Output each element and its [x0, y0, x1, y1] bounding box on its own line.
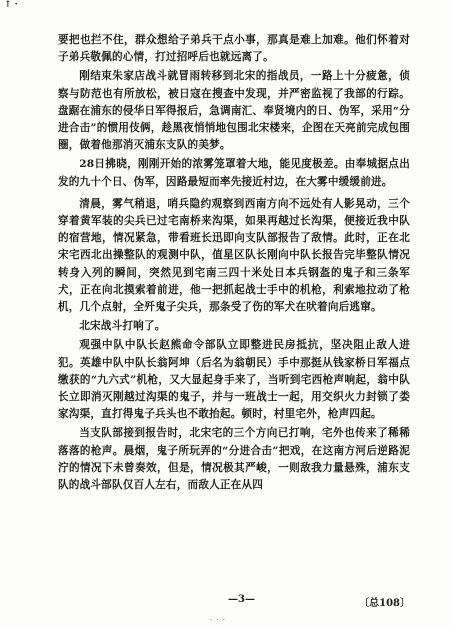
bottom-mark: · · ·	[210, 616, 227, 624]
body-text	[58, 32, 410, 496]
paragraph-5: 北宋战斗打响了。	[79, 320, 166, 333]
paragraph-6: 观强中队中队长赵熊命令部队立即整进民房抵抗，坚决阻止敌人进犯。英雄中队中队长翁阿坤（后名为翁朝民）手中那挺从钱家桥日军福点缴获的“九六式”机枪，又大显起身手来了，当听到宅西枪声响起，翁中队长立即消灭刚越过沟渠的鬼子，并与一班战士一起，用交织火力封锁了娄家沟渠，直打得鬼子兵头也不敢抬起。顿时，村里宅外，枪声四起。	[58, 339, 410, 421]
paragraph-4: 清晨，雾气稍退，哨兵隐约观察到西南方向不远处有人影晃动，三个穿着黄军装的尖兵已过宅南桥来沟渠，如果再越过长沟渠，便接近我中队的宿营地，情况紧急，带看班长迅即向支队部报告了敌情。此时，正在北宋宅西北出操整队的观测中队，值星区队长刚向中队长报告完毕整队情况转身入列的瞬间，突然见到宅南三四十米处日本兵钢盔的鬼子和三条军犬，正在向北摸索着前进，他一把抓起战士手中的机枪，利索地拉动了枪机，几个点射，全歼鬼子尖兵，那条受了伤的军犬在吠着向后逃窜。	[58, 197, 410, 314]
paragraph-1: 要把也拦不住，群众想给子弟兵干点小事，那真是难上加难。他们怀着对子弟兵敬佩的心情，打过招呼后也就远离了。	[58, 34, 410, 64]
page-footer	[58, 594, 410, 610]
total-page-number: 〔总108〕	[359, 598, 410, 609]
paragraph-7: 当支队部接到报告时，北宋宅的三个方向已打响，宅外也传来了稀稀落落的枪声。晨烟，鬼子所玩弄的“分进合击”把戏，在这南方河后逆路泥泞的情况下未曾奏效，但是，情况极其严峻，一则敌我力量悬殊，浦东支队的战斗部队仅百人左右，而敌人正在从四	[58, 427, 410, 492]
page-number: —3—	[228, 594, 255, 605]
paragraph-3: 28日拂晓，刚刚开始的浓雾笼罩着大地，能见度极差。由奉城据点出发的九十个日、伪军，因路最短而率先接近村边，在大雾中缓缓前进。	[58, 158, 410, 188]
corner-mark: ↑ ·	[4, 0, 18, 10]
paragraph-2: 刚结束朱家店战斗就冒雨转移到北宋的指战员，一路上十分疲惫，侦察与防范也有所放松，被日寇在搜查中发现，并严密监视了我部的行踪。盘踞在浦东的侵华日军得报后，急调南汇、奉贤境内的日、伪军，采用“分进合击”的惯用伎俩，趁黑夜悄悄地包围北宋楼来，企图在天亮前完成包围圈，做着他那消灭浦东支队的美梦。	[58, 70, 410, 152]
